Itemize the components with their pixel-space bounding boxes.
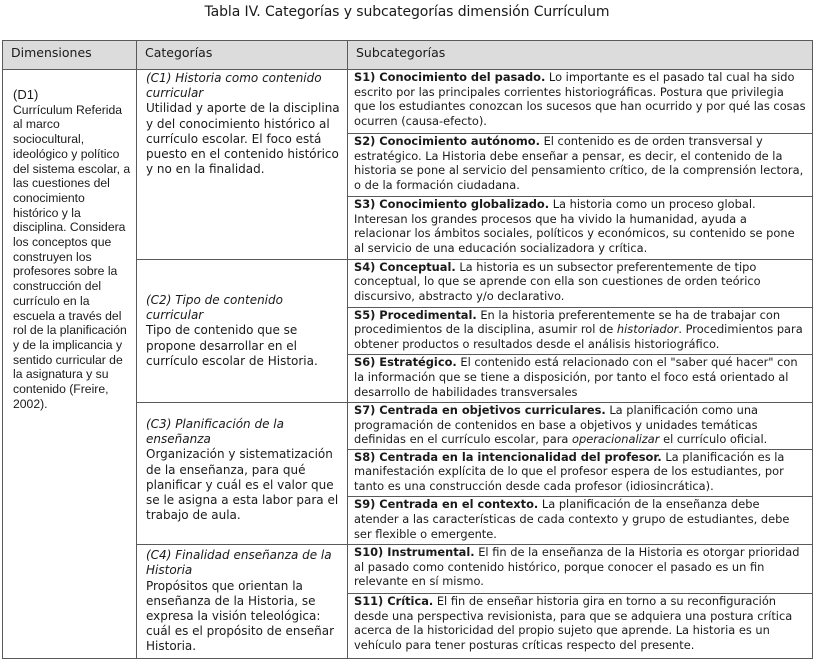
category-description: Propósitos que orientan la enseñanza de la Historia, se expresa la visión teleológica: cuál es el propósito de enseñar Historia.: [146, 578, 335, 654]
category-c2: [137, 259, 348, 402]
category-description: Tipo de contenido que se propone desarrollar en el currículo escolar de Historia.: [146, 323, 318, 368]
category-description: Organización y sistematización de la enseñanza, para qué planificar y cuál es el valor que se le asigna a esta labor para el trabajo de aula.: [146, 447, 339, 523]
subcategory-text: El fin de la enseñanza de la Historia es otorgar prioridad al pasado como contenido histórico, porque conocer el pasado es un fin relevante en sí mismo.: [354, 545, 800, 589]
category-title: (C4) Finalidad enseñanza de la Historia: [146, 548, 332, 578]
subcategory-text: La historia como un proceso global. Interesan los grandes procesos que ha vivido la humanidad, ayuda a relacionar los ámbitos sociales, políticos y económicos, su contenido se pone al servicio de una educación socializadora y crítica.: [354, 196, 795, 255]
subcategory-s8: [348, 449, 813, 497]
subcategory-text: La planificación es la manifestación explícita de lo que el profesor espera de los estudiantes, por tanto es una construcción desde cada profesor (idiosincrática).: [354, 449, 785, 493]
category-c4: [137, 545, 348, 659]
subcategory-text: La planificación de la enseñanza debe atender a las características de cada contexto y grupo de estudiantes, debe ser flexible o emergente.: [354, 497, 790, 541]
subcategory-emphasis: operacionalizar: [572, 432, 660, 447]
subcategory-s4: [348, 259, 813, 307]
subcategory-label: S8) Centrada en la intencionalidad del profesor.: [354, 449, 662, 464]
subcategory-s3: [348, 196, 813, 259]
subcategory-text: La historia es un subsector preferentemente de tipo conceptual, lo que se aprende con ella son cuestiones de orden teórico discursivo, abstracto y/o declarativo.: [354, 259, 761, 304]
header-subcategorias: Subcategorías: [348, 41, 813, 70]
subcategory-emphasis: historiador: [616, 322, 679, 337]
subcategory-text: El contenido es de orden transversal y estratégico. La Historia debe enseñar a pensar, es decir, el contenido de la historia se pone al servicio del pensamiento crítico, de la comprensión lectora, o de la formación ciudadana.: [354, 133, 804, 192]
subcategory-text: En la historia preferentemente se ha de trabajar con procedimientos de la disciplina, asumir rol de: [354, 307, 781, 337]
category-title: (C2) Tipo de contenido curricular: [146, 292, 283, 323]
subcategory-text: el currículo oficial.: [659, 432, 768, 447]
subcategory-s10: [348, 545, 813, 594]
category-c1: [137, 70, 348, 260]
subcategory-s6: [348, 355, 813, 403]
dimension-description: Currículum Referida al marco sociocultural, ideológico y político del sistema escolar, a las cuestiones del conocimiento histórico y la disciplina. Considera los conceptos que construyen los profesores sobre la construcción del currículo en la escuela a través del rol de la planificación y de la implicancia y sentido curricular de la asignatura y su contenido (Freire, 2002).: [13, 102, 131, 411]
subcategory-label: S2) Conocimiento autónomo.: [354, 133, 540, 148]
table-caption: Tabla IV. Categorías y subcategorías dimensión Currículum: [204, 4, 610, 20]
subcategory-label: S1) Conocimiento del pasado.: [354, 70, 546, 84]
subcategory-label: S4) Conceptual.: [354, 259, 456, 274]
header-row: [3, 41, 813, 70]
header-dimensiones: Dimensiones: [3, 41, 137, 70]
subcategory-s9: [348, 497, 813, 545]
table-row: [3, 70, 813, 134]
category-c3: [137, 403, 348, 545]
category-title: (C1) Historia como contenido curricular: [146, 71, 322, 101]
header-categorias: Categorías: [137, 41, 348, 70]
subcategory-text: . Procedimientos para obtener productos o resultados desde el análisis historiográfico.: [354, 322, 803, 351]
subcategory-s5: [348, 307, 813, 355]
subcategory-text: Lo importante es el pasado tal cual ha sido escrito por las principales corrientes historiográficas. Postura que privilegia que los estudiantes conozcan los sucesos que han ocurrido y por qué las cosas ocurren (causa-efecto).: [354, 70, 806, 128]
subcategory-label: S9) Centrada en el contexto.: [354, 497, 539, 512]
curriculum-table: [2, 40, 813, 659]
dimension-cell: [3, 70, 137, 659]
subcategory-text: El fin de enseñar historia gira en torno a su reconfiguración desde una perspectiva revisionista, para que se adquiera una postura crítica acerca de la historicidad del propio sujeto que aprende. La historia es un vehículo para tener posturas críticas respecto del presente.: [354, 593, 793, 652]
subcategory-label: S5) Procedimental.: [354, 307, 477, 322]
subcategory-s7: [348, 403, 813, 450]
subcategory-label: S10) Instrumental.: [354, 545, 475, 560]
subcategory-text: El contenido está relacionado con el "saber qué hacer" con la información que se tiene a disposición, por tanto el foco está orientado al desarrollo de habilidades transversales: [354, 355, 798, 399]
dimension-code: (D1): [13, 87, 39, 102]
subcategory-s11: [348, 593, 813, 658]
subcategory-label: S7) Centrada en objetivos curriculares.: [354, 403, 606, 418]
subcategory-text: La planificación como una programación de contenidos en base a objetivos y unidades temáticas definidas en el currículo escolar, para: [354, 403, 759, 447]
category-description: Utilidad y aporte de la disciplina y del conocimiento histórico al currículo escolar. El foco está puesto en el contenido histórico y no en la finalidad.: [146, 101, 340, 177]
subcategory-s1: [348, 70, 813, 134]
subcategory-label: S3) Conocimiento globalizado.: [354, 196, 550, 211]
subcategory-s2: [348, 133, 813, 196]
category-title: (C3) Planificación de la enseñanza: [146, 417, 284, 447]
subcategory-label: S11) Crítica.: [354, 593, 434, 608]
subcategory-label: S6) Estratégico.: [354, 355, 457, 370]
